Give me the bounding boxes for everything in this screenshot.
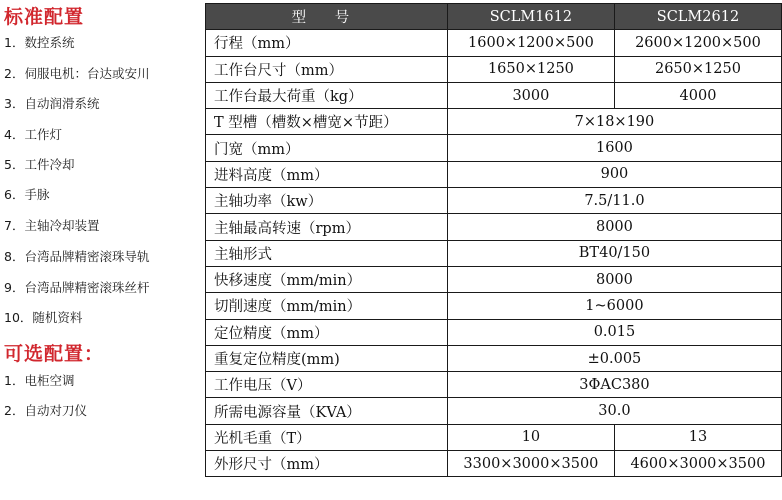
standard-item: 2．伺服电机：台达或安川 xyxy=(4,66,150,81)
optional-config-title: 可选配置： xyxy=(4,343,105,365)
row-label: 重复定位精度(mm) xyxy=(206,345,448,371)
row-label: 定位精度（mm） xyxy=(206,319,448,345)
row-value-sclm2612: 13 xyxy=(614,424,781,450)
table-row xyxy=(206,109,782,135)
table-row xyxy=(206,188,782,214)
table-row xyxy=(206,451,782,477)
table-row xyxy=(206,214,782,240)
row-value-shared: 7.5/11.0 xyxy=(447,188,781,214)
table-row xyxy=(206,56,782,82)
row-value-shared: 7×18×190 xyxy=(447,109,781,135)
standard-item: 7．主轴冷却装置 xyxy=(4,218,100,233)
row-label: 切削速度（mm/min） xyxy=(206,293,448,319)
row-value-shared: 8000 xyxy=(447,266,781,292)
standard-item: 3．自动润滑系统 xyxy=(4,96,100,111)
standard-item: 6．手脉 xyxy=(4,187,50,202)
row-value-sclm2612: 2600×1200×500 xyxy=(614,30,781,56)
row-label: 光机毛重（T） xyxy=(206,424,448,450)
row-label: 外形尺寸（mm） xyxy=(206,451,448,477)
standard-item: 8．台湾品牌精密滚珠导轨 xyxy=(4,249,150,264)
table-header-row xyxy=(206,4,782,30)
row-label: 主轴形式 xyxy=(206,240,448,266)
row-value-shared: 1~6000 xyxy=(447,293,781,319)
row-value-sclm1612: 1650×1250 xyxy=(447,56,614,82)
row-value-sclm1612: 3300×3000×3500 xyxy=(447,451,614,477)
header-model-sclm1612: SCLM1612 xyxy=(447,4,614,30)
model-label-text: 型 号 xyxy=(291,10,362,27)
optional-item: 1．电柜空调 xyxy=(4,373,75,388)
row-value-sclm1612: 10 xyxy=(447,424,614,450)
row-label: 行程（mm） xyxy=(206,30,448,56)
table-row xyxy=(206,319,782,345)
table-row xyxy=(206,161,782,187)
table-row xyxy=(206,345,782,371)
table-row xyxy=(206,82,782,108)
row-value-sclm1612: 1600×1200×500 xyxy=(447,30,614,56)
row-label: 所需电源容量（KVA） xyxy=(206,398,448,424)
row-value-sclm2612: 2650×1250 xyxy=(614,56,781,82)
row-label: T 型槽（槽数×槽宽×节距） xyxy=(206,109,448,135)
row-label: 工作台最大荷重（kg） xyxy=(206,82,448,108)
standard-item: 4．工作灯 xyxy=(4,127,62,142)
optional-item: 2．自动对刀仪 xyxy=(4,403,87,418)
table-row xyxy=(206,398,782,424)
table-row xyxy=(206,30,782,56)
header-model-label xyxy=(206,4,448,30)
config-panel xyxy=(0,0,200,500)
row-label: 主轴最高转速（rpm） xyxy=(206,214,448,240)
row-value-shared: 30.0 xyxy=(447,398,781,424)
spec-table xyxy=(205,3,782,477)
row-label: 进料高度（mm） xyxy=(206,161,448,187)
table-row xyxy=(206,266,782,292)
row-value-shared: ±0.005 xyxy=(447,345,781,371)
row-value-sclm1612: 3000 xyxy=(447,82,614,108)
standard-item: 5．工件冷却 xyxy=(4,157,75,172)
standard-item: 1．数控系统 xyxy=(4,35,75,50)
row-value-shared: 900 xyxy=(447,161,781,187)
header-model-sclm2612: SCLM2612 xyxy=(614,4,781,30)
row-label: 工作电压（V） xyxy=(206,372,448,398)
standard-item: 9．台湾品牌精密滚珠丝杆 xyxy=(4,280,150,295)
row-label: 工作台尺寸（mm） xyxy=(206,56,448,82)
row-value-shared: 1600 xyxy=(447,135,781,161)
row-value-shared: 0.015 xyxy=(447,319,781,345)
row-label: 快移速度（mm/min） xyxy=(206,266,448,292)
row-label: 主轴功率（kw） xyxy=(206,188,448,214)
table-row xyxy=(206,240,782,266)
table-row xyxy=(206,135,782,161)
row-value-sclm2612: 4600×3000×3500 xyxy=(614,451,781,477)
row-value-shared: 8000 xyxy=(447,214,781,240)
table-row xyxy=(206,372,782,398)
row-value-shared: BT40/150 xyxy=(447,240,781,266)
table-row xyxy=(206,293,782,319)
row-value-sclm2612: 4000 xyxy=(614,82,781,108)
standard-item: 10．随机资料 xyxy=(4,310,83,325)
table-row xyxy=(206,424,782,450)
standard-config-title: 标准配置 xyxy=(4,6,85,28)
row-value-shared: 3ΦAC380 xyxy=(447,372,781,398)
row-label: 门宽（mm） xyxy=(206,135,448,161)
